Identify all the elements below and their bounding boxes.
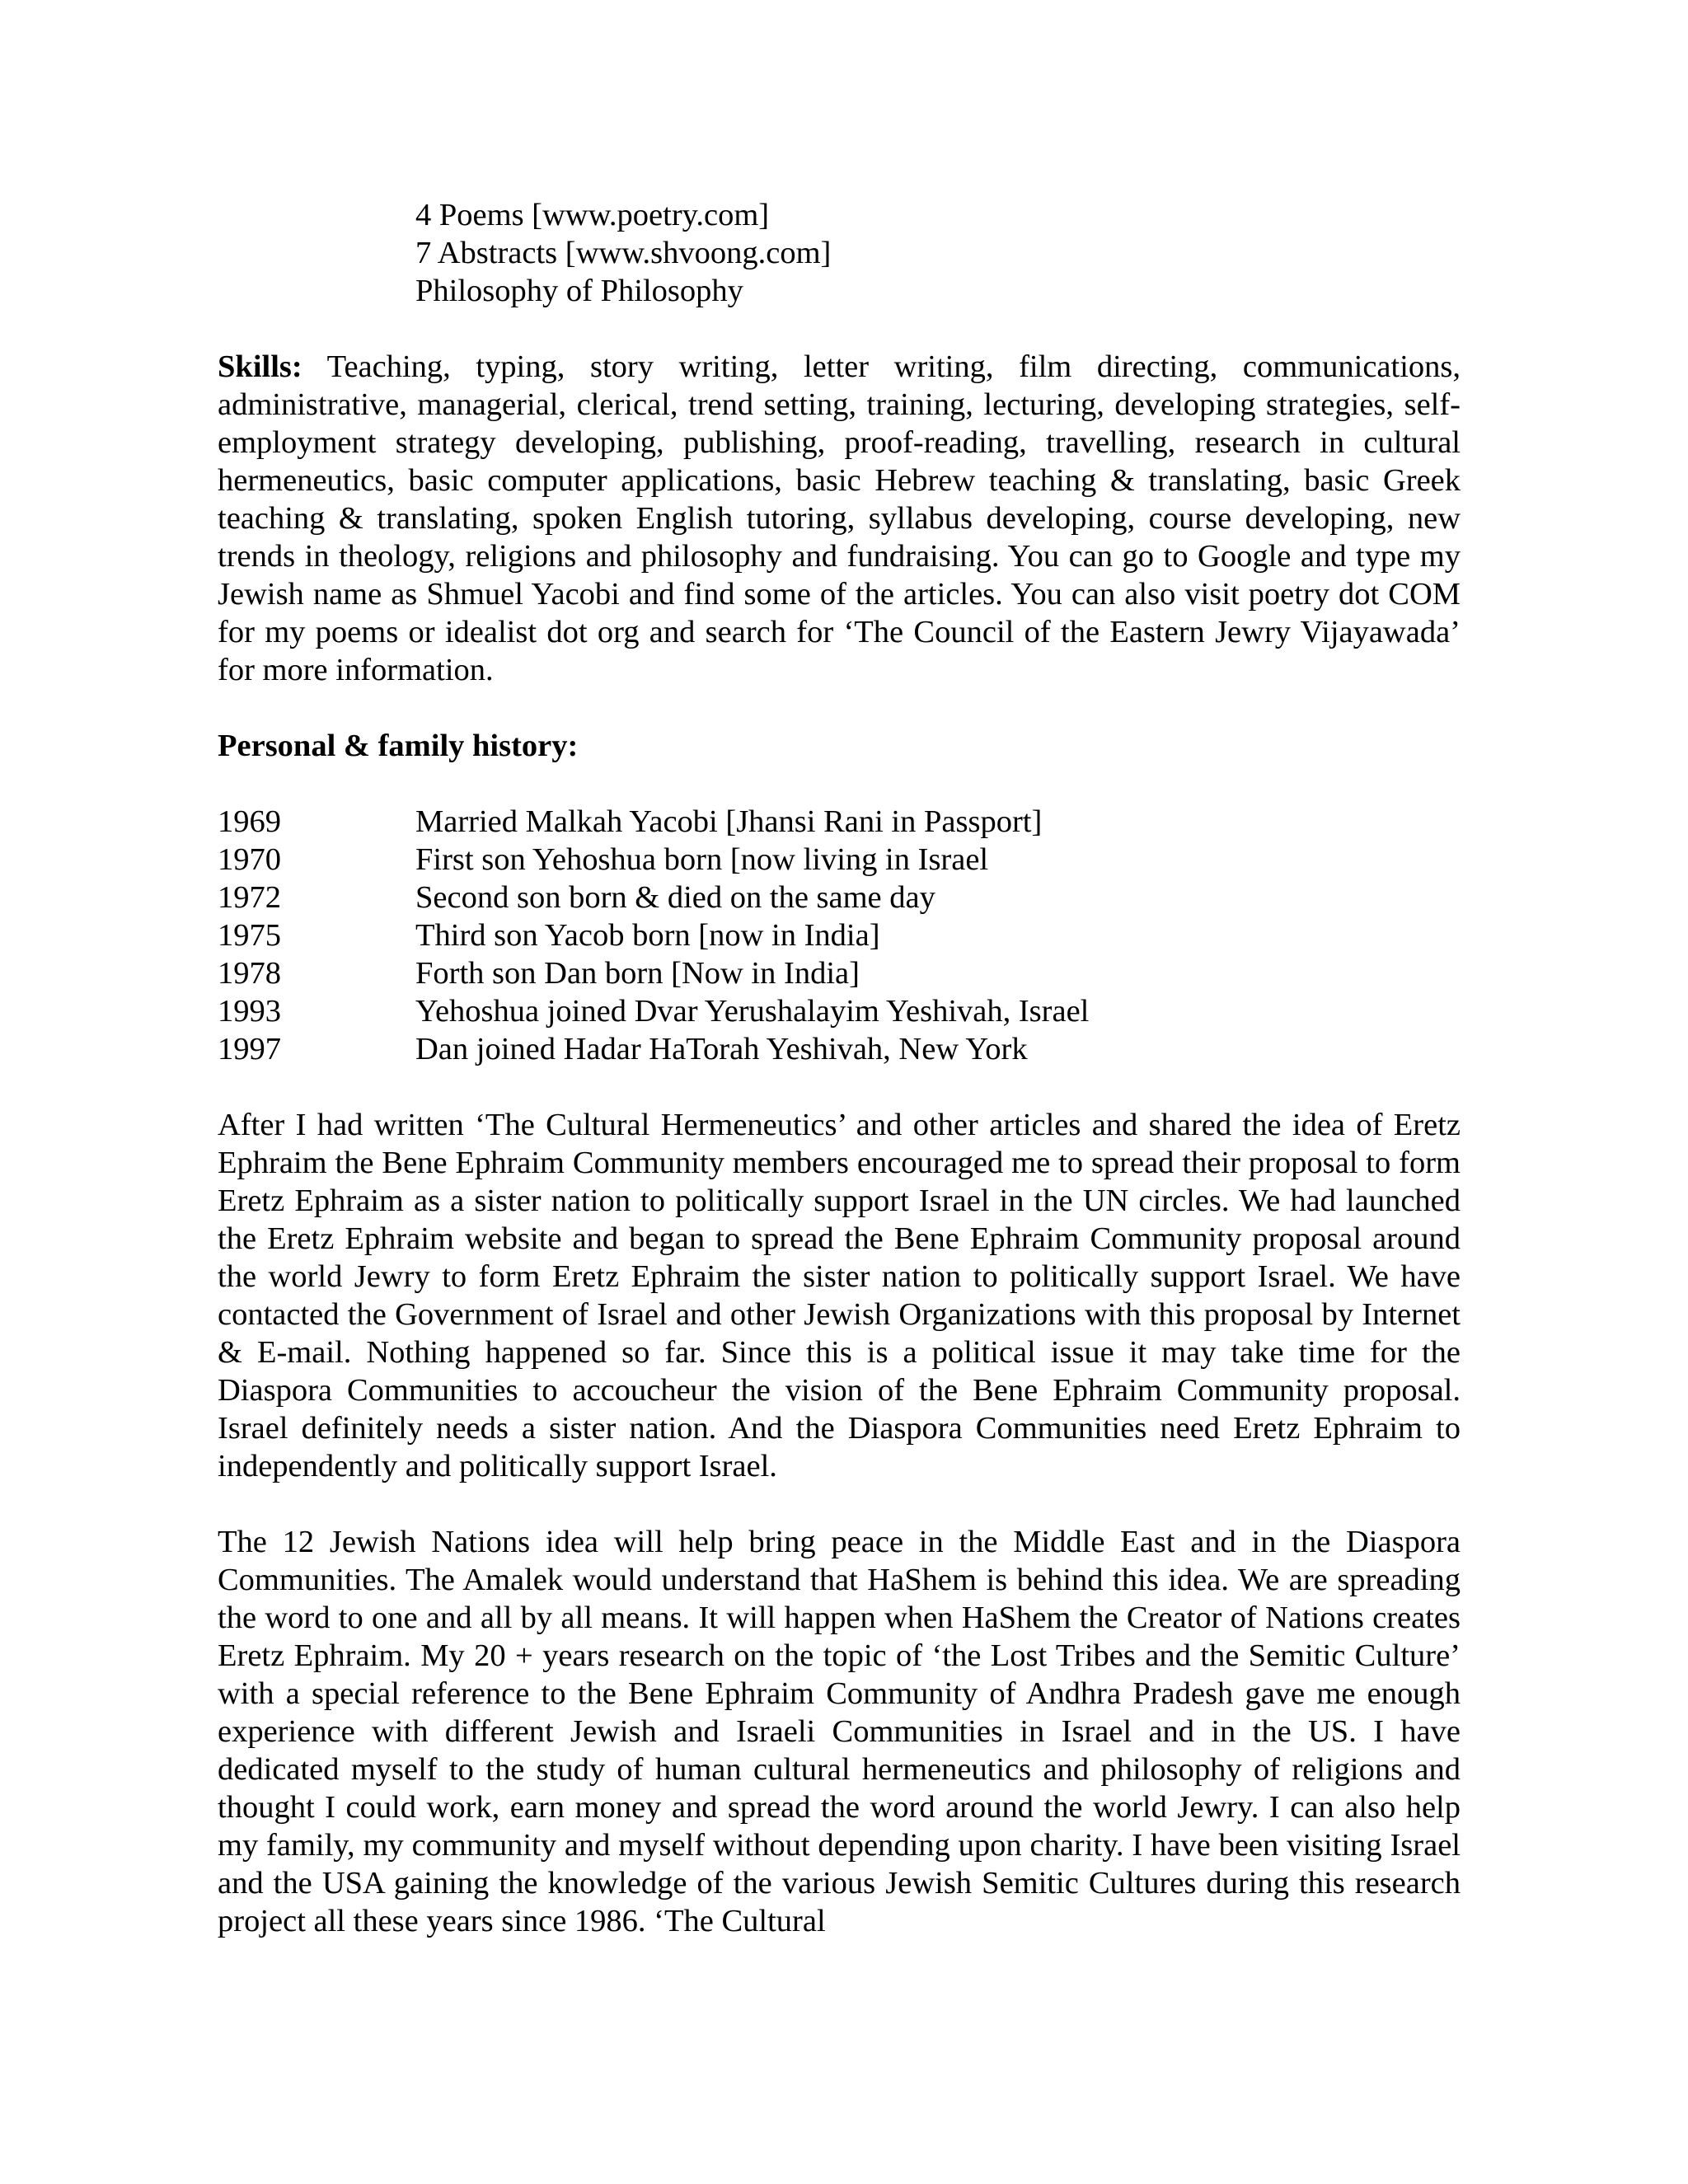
history-year: 1993: [218, 994, 281, 1029]
history-year: 1975: [218, 918, 281, 953]
spacer: [218, 1068, 1461, 1106]
publication-item: 7 Abstracts [www.shvoong.com]: [415, 236, 832, 270]
history-heading: Personal & family history:: [218, 729, 579, 763]
history-row: [218, 1030, 1461, 1068]
history-event: First son Yehoshua born [now living in Israel: [415, 842, 989, 877]
history-row: [218, 992, 1461, 1030]
publication-item: 4 Poems [www.poetry.com]: [415, 198, 770, 232]
spacer: [218, 765, 1461, 803]
history-event: Married Malkah Yacobi [Jhansi Rani in Passport]: [415, 804, 1043, 839]
history-event: Third son Yacob born [now in India]: [415, 918, 880, 953]
skills-text: Teaching, typing, story writing, letter writing, film directing, communications, administrative, managerial, clerical, trend setting, training, lecturing, developing strategies, self-employment strategy developing, publishing, proof-reading, travelling, research in cultural hermeneutics, basic computer applications, basic Hebrew teaching & translating, basic Greek teaching & translating, spoken English tutoring, syllabus developing, course developing, new trends in theology, religions and philosophy and fundraising. You can go to Google and type my Jewish name as Shmuel Yacobi and find some of the articles. You can also visit poetry dot COM for my poems or idealist dot org and search for ‘The Council of the Eastern Jewry Vijayawada’ for more information.: [218, 349, 1461, 687]
history-year: 1972: [218, 880, 281, 915]
spacer: [218, 310, 1461, 348]
history-list: [218, 803, 1461, 1068]
spacer: [218, 689, 1461, 727]
publication-item: Philosophy of Philosophy: [415, 274, 743, 308]
skills-paragraph: [218, 348, 1461, 689]
spacer: [218, 1485, 1461, 1523]
history-event: Yehoshua joined Dvar Yerushalayim Yeshivah, Israel: [415, 994, 1090, 1029]
history-row: [218, 954, 1461, 992]
body-paragraph: After I had written ‘The Cultural Hermeneutics’ and other articles and shared the idea of Eretz Ephraim the Bene Ephraim Community members encouraged me to spread their proposal to form Eretz Ephraim as a sister nation to politically support Israel in the UN circles. We had launched the Eretz Ephraim website and began to spread the Bene Ephraim Community proposal around the world Jewry to form Eretz Ephraim the sister nation to politically support Israel. We have contacted the Government of Israel and other Jewish Organizations with this proposal by Internet & E-mail. Nothing happened so far. Since this is a political issue it may take time for the Diaspora Communities to accoucheur the vision of the Bene Ephraim Community proposal. Israel definitely needs a sister nation. And the Diaspora Communities need Eretz Ephraim to independently and politically support Israel.: [218, 1108, 1461, 1483]
history-year: 1997: [218, 1032, 281, 1066]
history-event: Forth son Dan born [Now in India]: [415, 956, 860, 991]
history-event: Second son born & died on the same day: [415, 880, 935, 915]
history-event: Dan joined Hadar HaTorah Yeshivah, New York: [415, 1032, 1028, 1066]
skills-label: Skills:: [218, 349, 302, 384]
publications-list: [218, 196, 1461, 310]
history-row: [218, 879, 1461, 916]
document-page: [218, 196, 1461, 1940]
history-row: [218, 841, 1461, 879]
body-paragraph: The 12 Jewish Nations idea will help bring peace in the Middle East and in the Diaspora Communities. The Amalek would understand that HaShem is behind this idea. We are spreading the word to one and all by all means. It will happen when HaShem the Creator of Nations creates Eretz Ephraim. My 20 + years research on the topic of ‘the Lost Tribes and the Semitic Culture’ with a special reference to the Bene Ephraim Community of Andhra Pradesh gave me enough experience with different Jewish and Israeli Communities in Israel and in the US. I have dedicated myself to the study of human cultural hermeneutics and philosophy of religions and thought I could work, earn money and spread the word around the world Jewry. I can also help my family, my community and myself without depending upon charity. I have been visiting Israel and the USA gaining the knowledge of the various Jewish Semitic Cultures during this research project all these years since 1986. ‘The Cultural: [218, 1525, 1461, 1938]
history-year: 1970: [218, 842, 281, 877]
history-row: [218, 916, 1461, 954]
history-year: 1969: [218, 804, 281, 839]
history-year: 1978: [218, 956, 281, 991]
history-row: [218, 803, 1461, 841]
